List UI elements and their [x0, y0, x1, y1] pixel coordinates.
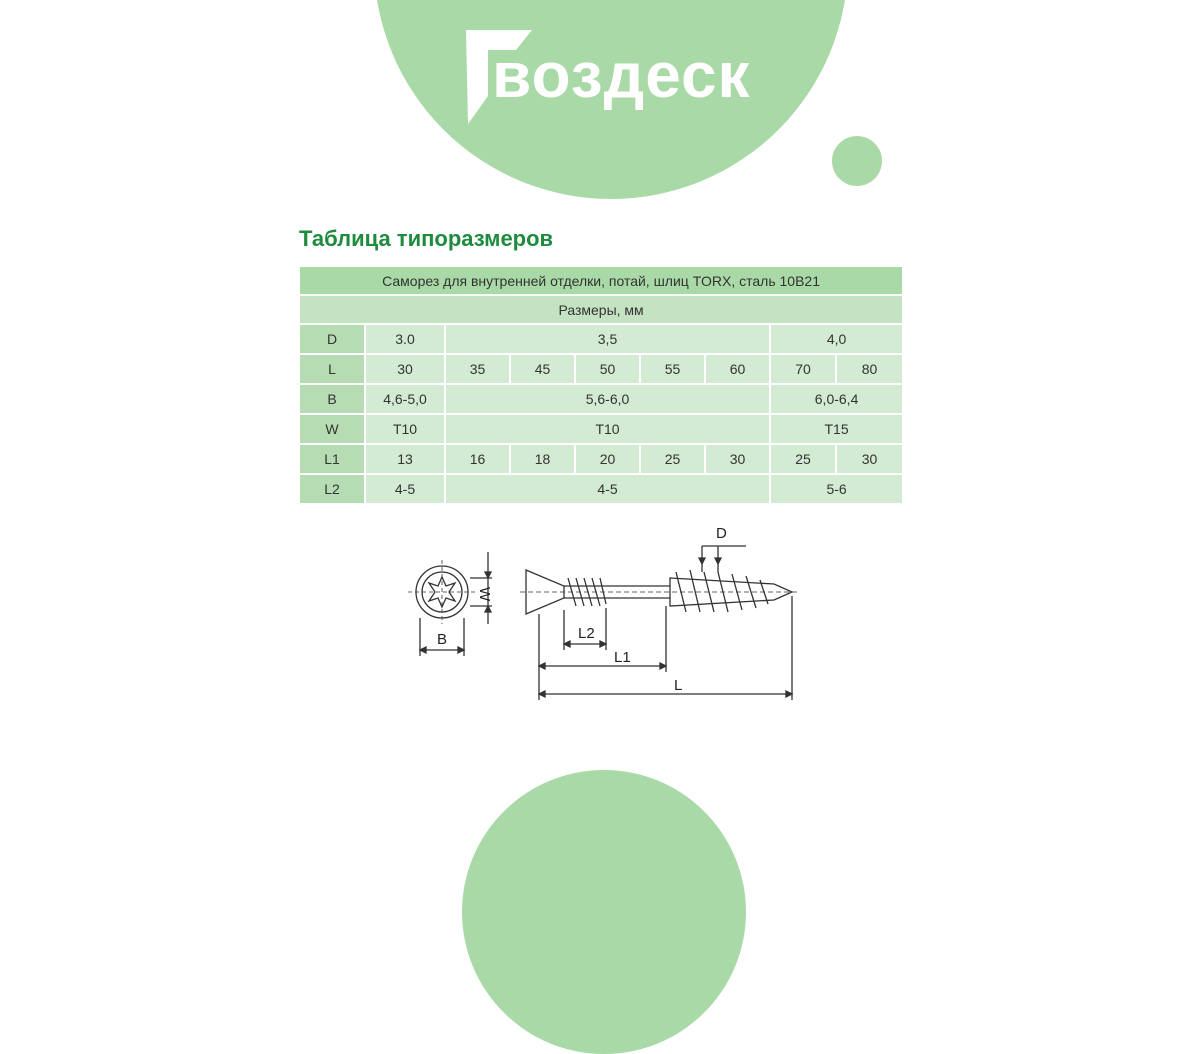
table-subtitle: Размеры, мм: [300, 296, 902, 325]
table-cell: 4-5: [366, 475, 446, 505]
table-cell: 30: [837, 445, 902, 475]
table-cell: 70: [771, 355, 837, 385]
table-row-l2: [300, 475, 902, 505]
decorative-circle-bottom: [462, 770, 746, 1054]
table-cell: 50: [576, 355, 641, 385]
decorative-circle-small: [832, 136, 882, 186]
table-cell: 25: [771, 445, 837, 475]
row-label: B: [300, 385, 366, 415]
table-row-l: [300, 355, 902, 385]
table-cell: 16: [446, 445, 511, 475]
row-label: L2: [300, 475, 366, 505]
table-row-b: [300, 385, 902, 415]
table-row-l1: [300, 445, 902, 475]
table-cell: T10: [366, 415, 446, 445]
table-cell: 30: [706, 445, 771, 475]
row-label: W: [300, 415, 366, 445]
table-cell: 25: [641, 445, 706, 475]
table-cell: 80: [837, 355, 902, 385]
table-row-w: [300, 415, 902, 445]
dim-label-l2: L2: [578, 625, 595, 642]
table-cell: 6,0-6,4: [771, 385, 902, 415]
screw-head-front-view: [408, 552, 492, 656]
dim-label-b: B: [437, 631, 448, 648]
table-cell: 4-5: [446, 475, 771, 505]
table-cell: T15: [771, 415, 902, 445]
table-cell: 13: [366, 445, 446, 475]
row-label: L: [300, 355, 366, 385]
row-label: D: [300, 325, 366, 355]
screw-diagram: [400, 520, 820, 710]
table-row-d: [300, 325, 902, 355]
table-cell: 3.0: [366, 325, 446, 355]
table-title: Саморез для внутренней отделки, потай, шлиц TORX, сталь 10B21: [300, 267, 902, 296]
dim-label-w: W: [476, 587, 493, 602]
table-cell: 35: [446, 355, 511, 385]
table-cell: T10: [446, 415, 771, 445]
dim-label-l: L: [674, 677, 683, 694]
table-cell: 4,0: [771, 325, 902, 355]
dim-label-d: D: [716, 525, 727, 542]
table-cell: 18: [511, 445, 576, 475]
table-cell: 45: [511, 355, 576, 385]
table-cell: 20: [576, 445, 641, 475]
brand-logo-text: воздеск: [492, 39, 751, 111]
row-label: L1: [300, 445, 366, 475]
table-cell: 30: [366, 355, 446, 385]
table-cell: 5,6-6,0: [446, 385, 771, 415]
table-cell: 3,5: [446, 325, 771, 355]
table-cell: 60: [706, 355, 771, 385]
table-cell: 5-6: [771, 475, 902, 505]
screw-side-view: [520, 546, 800, 700]
table-cell: 4,6-5,0: [366, 385, 446, 415]
page-title: Таблица типоразмеров: [299, 226, 554, 251]
table-cell: 55: [641, 355, 706, 385]
dim-label-l1: L1: [614, 649, 631, 666]
size-table: [300, 267, 902, 505]
